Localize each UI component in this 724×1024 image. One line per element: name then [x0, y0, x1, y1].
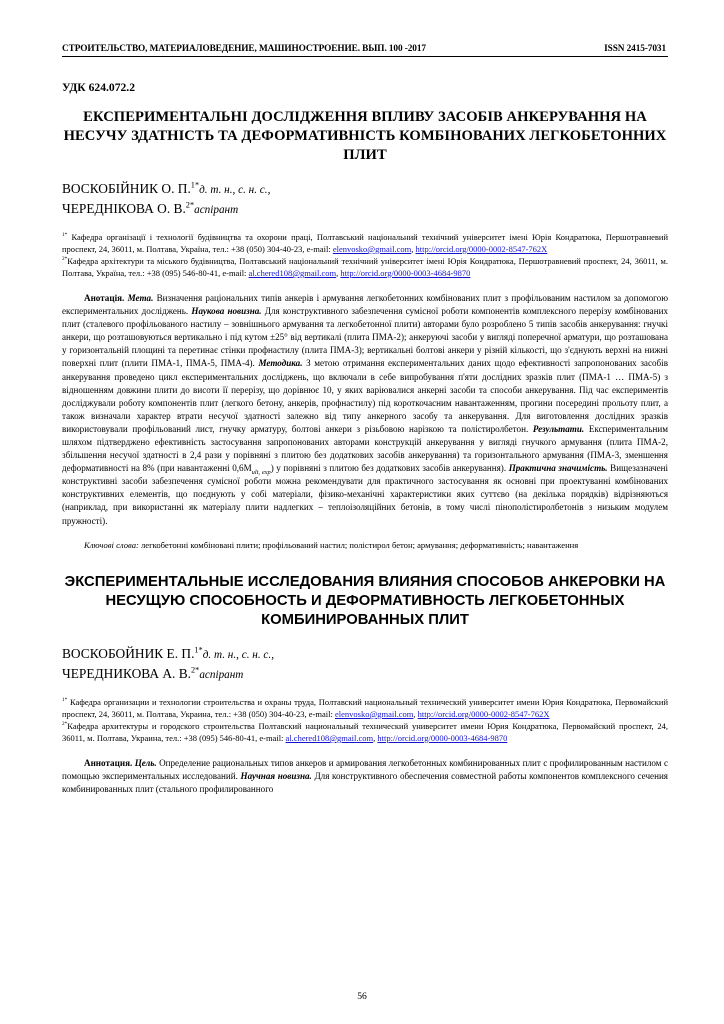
affiliation-separator: ,	[411, 243, 416, 254]
author-affiliation-marker: 2*	[185, 200, 195, 210]
affiliation-text: Кафедра организации и технологии строительства и охраны труда, Полтавский национальный технический университет имени Юрия Кондратюка, Первомайский проспект, 24, 36011, м. Полтава, Украина, тел.: +38 (050) 304-40-23, e-mail:	[62, 696, 668, 719]
author-degree: аспірант	[194, 203, 239, 216]
journal-title: СТРОИТЕЛЬСТВО, МАТЕРИАЛОВЕДЕНИЕ, МАШИНОСТРОЕНИЕ. ВЫП. 100 -2017	[62, 44, 426, 54]
author-affiliation-marker: 1*	[194, 645, 203, 655]
abstract-aim-label: Мета.	[127, 292, 154, 303]
keywords-label: Ключові слова:	[84, 539, 139, 550]
affiliation-orcid-link[interactable]: http://orcid.org/0000-0003-4684-9870	[340, 267, 471, 278]
affiliation-email-link[interactable]: al.chered108@gmail.com	[285, 732, 374, 743]
affiliation-marker: 2*	[62, 721, 68, 728]
author-entry	[62, 644, 668, 664]
affiliation-orcid-link[interactable]: http://orcid.org/0000-0002-8547-762X	[417, 708, 550, 719]
abstract-novelty-label: Научная новизна.	[240, 771, 312, 782]
author-entry	[62, 179, 668, 199]
author-degree: аспірант	[199, 668, 244, 681]
affiliation-email-link[interactable]: al.chered108@gmail.com	[248, 267, 337, 278]
page-number: 56	[357, 991, 367, 1002]
abstract-label: Аннотация.	[84, 757, 133, 768]
author-entry	[62, 199, 668, 219]
affiliation-text: Кафедра архитектуры и городского строительства Полтавский национальный технический университет имени Юрия Кондратюка, Первомайский проспект, 24, 36011, м. Полтава, Украина, тел.: +38 (095) 546-80-41, e-mail:	[62, 720, 668, 743]
affiliation-orcid-link[interactable]: http://orcid.org/0000-0003-4684-9870	[377, 732, 508, 743]
affiliation-text: Кафедра архітектури та міського будівництва, Полтавський національний технічний університет імені Юрія Кондратюка, Першотравневий проспект, 24, 36011, м. Полтава, Україна, тел.: +38 (095) 546-80-41, e-mail:	[62, 255, 668, 278]
affiliation-email-link[interactable]: elenvosko@gmail.com	[335, 708, 414, 719]
abstract-results-label: Результати.	[532, 423, 585, 434]
running-header	[62, 44, 668, 57]
affiliation-marker: 1*	[62, 696, 68, 703]
affiliation-marker: 2*	[62, 256, 68, 263]
abstract-practical-label: Практична значимість.	[508, 463, 608, 474]
author-name: ВОСКОБОЙНИК Е. П.	[62, 645, 195, 661]
issn-label: ISSN 2415-7031	[604, 44, 666, 54]
author-name: ЧЕРЕДНІКОВА О. В.	[62, 200, 186, 216]
author-degree: д. т. н., с. н. с.,	[202, 648, 274, 661]
affiliation-separator: ,	[336, 267, 341, 278]
abstract-uk	[62, 292, 668, 528]
author-name: ЧЕРЕДНИКОВА А. В.	[62, 665, 192, 681]
abstract-novelty-text: Для конструктивного забезпечення сумісної роботи компонентів комплексного перерізу комбінованих плит (сталевого профільованого настилу – зовнішнього армування та легкобетонної плити) авторами було розроблено 5 типів засобів анкерування: гнучкі анкери, що розташовуються вертикально і під кутом ±25° від вертикалі (плита ПМА-2); анкеруючі засоби у вигляді поперечної арматури, що розташована у горизонтальній площині та перетинає стінки профнастилу (плита ПМА-3); вертикальні болтові анкери у різній кількості, що з'єднують верхні на нижні поверхні плит (плити ПМА-1, ПМА-5, ПМА-4).	[62, 306, 668, 369]
affiliation-separator: ,	[373, 732, 378, 743]
affiliation-list-uk	[62, 231, 668, 279]
author-degree: д. т. н., с. н. с.,	[199, 183, 271, 196]
affiliation-orcid-link[interactable]: http://orcid.org/0000-0002-8547-762X	[415, 243, 548, 254]
abstract-results-text-a: Експериментальним шляхом підтверджено ефективність застосування запропонованих авторами конструкцій анкерування у вигляді гнучкого армування (плита ПМА-2, збільшення несучої здатності в 2,4 рази у порівняні з плитою без додаткових засобів анкерування) та горизонтального армування (ПМА-3, зменшення деформативності на 8% (при навантаженні 0,6M	[62, 423, 669, 474]
affiliation-separator: ,	[413, 708, 418, 719]
affiliation-entry	[62, 231, 668, 255]
abstract-results-subscript: ult, exp	[251, 469, 271, 476]
abstract-method-label: Методика.	[258, 358, 303, 369]
affiliation-list-ru	[62, 696, 668, 744]
author-entry	[62, 664, 668, 684]
affiliation-entry	[62, 720, 668, 744]
abstract-novelty-label: Наукова новизна.	[191, 306, 262, 317]
abstract-aim-text: Визначення раціональних типів анкерів і армування легкобетонних комбінованих плит з профільованим настилом за допомогою експериментальних досліджень.	[62, 292, 668, 317]
affiliation-entry	[62, 696, 668, 720]
affiliation-marker: 1*	[62, 231, 68, 238]
abstract-method-text: З метою отримання експериментальних даних щодо ефективності запропонованих засобів анкерування проведено цикл експериментальних досліджень, що включали в себе випробування п'яти дослідних зразків плит (ПМА-1 … ПМА-5) з відношенням довжини плити до висоти її перерізу, що дорівнює 10, у яких варіювалися анкерні засоби та способи анкерування. Під час експериментів досліджували роботу компонентів плит (легкого бетону, анкерів, профнастилу) під короткочасним навантаженням, прогини посередині прольоту плит, а також визначали характер втрати несучої здатності залежно від типу анкерного засобу та анкерування. Для виготовлення дослідних зразків використовували профільований лист, гнучку арматуру, болтові анкери з різьбовою нарізкою та полістиролбетон.	[62, 358, 668, 434]
affiliation-entry	[62, 255, 668, 279]
abstract-novelty-text: Для конструктивного обеспечения совместной работы компонентов комплексного сечения комбинированных плит (стального профилированного	[62, 771, 668, 795]
abstract-aim-label: Цель.	[134, 757, 157, 768]
udc-code: УДК 624.072.2	[62, 81, 135, 94]
article-title-ru: ЭКСПЕРИМЕНТАЛЬНЫЕ ИССЛЕДОВАНИЯ ВЛИЯНИЯ СПОСОБОВ АНКЕРОВКИ НА НЕСУЩУЮ СПОСОБНОСТЬ И ДЕФОРМАТИВНОСТЬ ЛЕГКОБЕТОННЫХ КОМБИНИРОВАННЫХ ПЛИТ	[64, 574, 666, 628]
abstract-results-text-b: ) у порівняні з плитою без додаткових засобів анкерування).	[270, 463, 509, 474]
abstract-label: Анотація.	[84, 292, 125, 303]
article-title-uk: ЕКСПЕРИМЕНТАЛЬНІ ДОСЛІДЖЕННЯ ВПЛИВУ ЗАСОБІВ АНКЕРУВАННЯ НА НЕСУЧУ ЗДАТНІСТЬ ТА ДЕФОРМАТИВНІСТЬ КОМБІНОВАНИХ ЛЕГКОБЕТОННИХ ПЛИТ	[63, 109, 667, 163]
keywords-uk	[62, 539, 668, 551]
keywords-text: легкобетонні комбіновані плити; профільований настил; полістирол бетон; армування; деформативність; навантаження	[138, 539, 579, 550]
author-list-uk	[62, 179, 668, 219]
affiliation-text: Кафедра організації і технології будівництва та охорони праці, Полтавський національний технічний університет імені Юрія Кондратюка, Першотравневий проспект, 24, 36011, м. Полтава, Україна, тел.: +38 (050) 304-40-23, e-mail:	[62, 231, 668, 254]
abstract-practical-text: Вищезазначені конструктивні засоби забезпечення сумісної роботи можна рекомендувати для практичного застосування як основні при проектуванні комбінованих конструктивних елементів, що поєднують у собі матеріали, фізико-механічні характеристики яких суттєво (на декілька порядків) відрізняються (наприклад, при використанні як матеріалу плити надлегких – теплоізоляційних бетонів, в тому числі пінополістиролбетонів з низьким модулем пружності).	[62, 463, 668, 526]
section-spacer	[62, 551, 668, 573]
author-affiliation-marker: 2*	[191, 665, 200, 675]
author-name: ВОСКОБІЙНИК О. П.	[62, 180, 191, 196]
abstract-aim-text: Определение рациональных типов анкеров и армирования легкобетонных комбинированных плит с профилированным настилом с помощью экспериментальных исследований.	[62, 757, 668, 782]
author-affiliation-marker: 1*	[190, 180, 200, 190]
affiliation-email-link[interactable]: elenvosko@gmail.com	[332, 243, 412, 254]
author-list-ru	[62, 644, 668, 684]
abstract-ru	[62, 757, 668, 796]
